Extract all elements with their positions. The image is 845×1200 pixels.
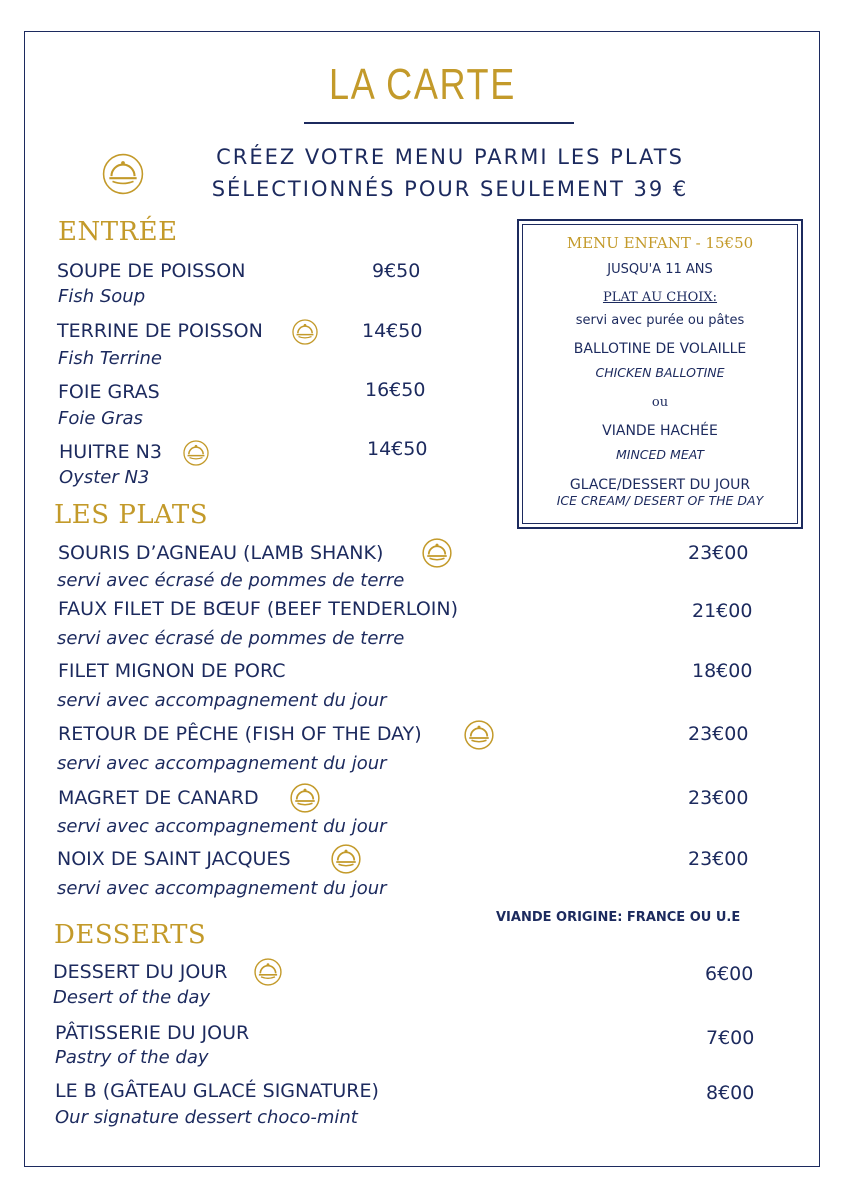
kids-menu-box: [517, 219, 803, 529]
kids-menu-option-1-en: CHICKEN BALLOTINE: [595, 365, 725, 380]
menu-item-price: 14€50: [362, 320, 423, 342]
menu-item-name: NOIX DE SAINT JACQUES: [57, 848, 291, 870]
menu-item-subtitle: servi avec écrasé de pommes de terre: [57, 570, 405, 591]
entree-heading: ENTRÉE: [58, 217, 178, 247]
menu-item-subtitle: servi avec écrasé de pommes de terre: [57, 628, 405, 649]
kids-menu-title: MENU ENFANT - 15€50: [566, 234, 754, 252]
cloche-icon: [183, 440, 209, 466]
kids-menu-or: ou: [651, 395, 669, 410]
menu-item-subtitle: Our signature dessert choco-mint: [55, 1107, 358, 1128]
subtitle-line-1: CRÉEZ VOTRE MENU PARMI LES PLATS: [216, 145, 684, 169]
menu-item-subtitle: Foie Gras: [58, 408, 143, 429]
menu-item-subtitle: servi avec accompagnement du jour: [57, 753, 387, 774]
menu-item-price: 21€00: [692, 600, 753, 622]
kids-menu-choice-label: PLAT AU CHOIX:: [602, 290, 718, 305]
menu-item-subtitle: Fish Terrine: [58, 348, 162, 369]
kids-menu-option-2: VIANDE HACHÉE: [602, 423, 718, 439]
cloche-icon: [102, 153, 144, 195]
cloche-icon: [292, 319, 318, 345]
menu-item-price: 16€50: [365, 379, 426, 401]
menu-item-price: 8€00: [706, 1082, 755, 1104]
menu-item-price: 6€00: [705, 963, 754, 985]
menu-item-price: 18€00: [692, 660, 753, 682]
subtitle-line-2: SÉLECTIONNÉS POUR SEULEMENT 39 €: [211, 177, 689, 201]
menu-item-price: 23€00: [688, 542, 749, 564]
menu-item-name: FAUX FILET DE BŒUF (BEEF TENDERLOIN): [58, 598, 459, 620]
menu-item-name: RETOUR DE PÊCHE (FISH OF THE DAY): [58, 723, 422, 745]
cloche-icon: [254, 958, 282, 986]
menu-item-price: 9€50: [372, 260, 421, 282]
menu-item-price: 23€00: [688, 848, 749, 870]
menu-item-price: 14€50: [367, 438, 428, 460]
menu-item-name: PÂTISSERIE DU JOUR: [55, 1022, 250, 1044]
menu-item-name: TERRINE DE POISSON: [57, 320, 263, 342]
menu-item-subtitle: Oyster N3: [59, 467, 150, 488]
meat-origin-note: VIANDE ORIGINE: FRANCE OU U.E: [496, 910, 741, 925]
cloche-icon: [422, 538, 452, 568]
menu-item-name: SOUPE DE POISSON: [57, 260, 246, 282]
menu-item-name: DESSERT DU JOUR: [53, 961, 228, 983]
menu-item-name: FILET MIGNON DE PORC: [58, 660, 286, 682]
kids-menu-dessert-en: ICE CREAM/ DESERT OF THE DAY: [556, 493, 764, 508]
desserts-heading: DESSERTS: [54, 920, 207, 950]
menu-item-name: LE B (GÂTEAU GLACÉ SIGNATURE): [55, 1080, 379, 1102]
menu-item-name: FOIE GRAS: [58, 381, 160, 403]
cloche-icon: [331, 844, 361, 874]
kids-menu-option-1: BALLOTINE DE VOLAILLE: [573, 341, 747, 357]
page-title: LA CARTE: [329, 60, 516, 109]
menu-item-name: SOURIS D’AGNEAU (LAMB SHANK): [58, 542, 384, 564]
menu-item-name: HUITRE N3: [59, 441, 162, 463]
menu-item-subtitle: servi avec accompagnement du jour: [57, 816, 387, 837]
kids-menu-dessert: GLACE/DESSERT DU JOUR: [569, 477, 751, 493]
menu-item-subtitle: Pastry of the day: [55, 1047, 209, 1068]
kids-menu-choice-note: servi avec purée ou pâtes: [575, 313, 745, 328]
menu-item-subtitle: Desert of the day: [53, 987, 211, 1008]
menu-item-price: 23€00: [688, 723, 749, 745]
plats-heading: LES PLATS: [54, 500, 209, 530]
kids-menu-age: JUSQU'A 11 ANS: [607, 262, 713, 277]
menu-item-name: MAGRET DE CANARD: [58, 787, 259, 809]
menu-item-price: 7€00: [706, 1027, 755, 1049]
title-divider: [304, 122, 574, 124]
cloche-icon: [464, 720, 494, 750]
menu-item-subtitle: servi avec accompagnement du jour: [57, 690, 387, 711]
kids-menu-option-2-en: MINCED MEAT: [615, 447, 704, 462]
menu-item-price: 23€00: [688, 787, 749, 809]
menu-item-subtitle: Fish Soup: [58, 286, 146, 307]
cloche-icon: [290, 783, 320, 813]
menu-item-subtitle: servi avec accompagnement du jour: [57, 878, 387, 899]
